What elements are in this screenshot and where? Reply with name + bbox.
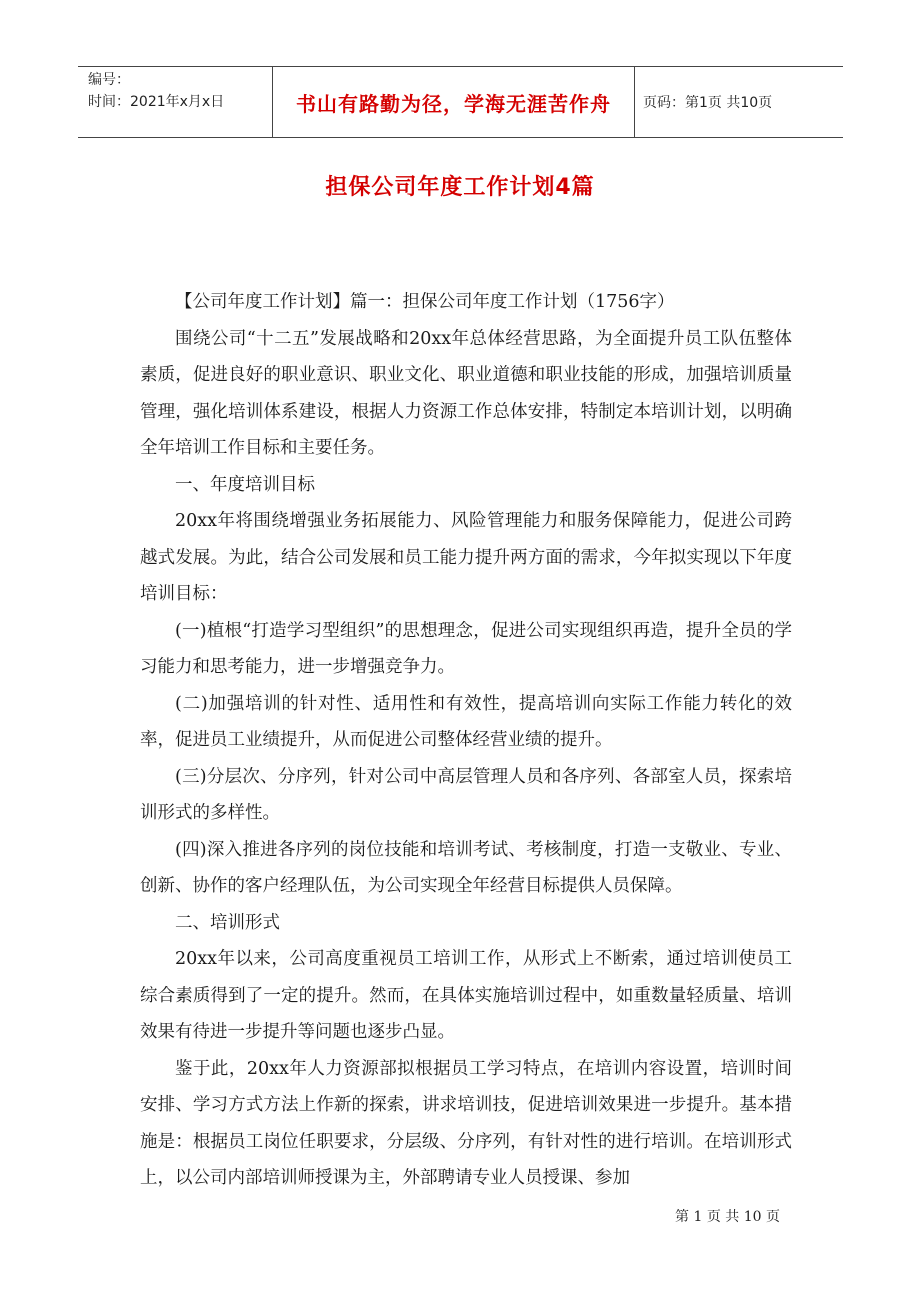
header-motto-cell <box>273 67 635 137</box>
date-text: 时间：2021年x月x日 <box>88 94 225 110</box>
paragraph: (二)加强培训的针对性、适用性和有效性，提高培训向实际工作能力转化的效率，促进员工业绩提升，从而促进公司整体经营业绩的提升。 <box>140 693 792 750</box>
header-page-number: 页码：第1页 共10页 <box>643 95 773 111</box>
page-header <box>78 66 843 138</box>
paragraph: (四)深入推进各序列的岗位技能和培训考试、考核制度，打造一支敬业、专业、创新、协作的客户经理队伍，为公司实现全年经营目标提供人员保障。 <box>140 839 792 896</box>
page-footer: 第 1 页 共 10 页 <box>675 1209 780 1225</box>
paragraph-intro-heading: 【公司年度工作计划】篇一：担保公司年度工作计划（1756字） <box>175 292 675 312</box>
paragraph: (三)分层次、分序列，针对公司中高层管理人员和各序列、各部室人员，探索培训形式的多样性。 <box>140 766 792 823</box>
serial-number-label: 编号： <box>88 72 130 88</box>
header-page-cell <box>635 67 843 137</box>
section-heading-1: 一、年度培训目标 <box>175 474 315 495</box>
motto-text: 书山有路勤为径，学海无涯苦作舟 <box>296 91 611 116</box>
header-meta-cell <box>78 67 273 137</box>
section-heading-2: 二、培训形式 <box>175 912 280 933</box>
document-body <box>140 284 792 1197</box>
paragraph: (一)植根“打造学习型组织”的思想理念，促进公司实现组织再造，提升全员的学习能力和思考能力，进一步增强竞争力。 <box>140 620 792 677</box>
document-title: 担保公司年度工作计划4篇 <box>325 175 595 200</box>
paragraph: 鉴于此，20xx年人力资源部拟根据员工学习特点，在培训内容设置，培训时间安排、学习方式方法上作新的探索，讲求培训技，促进培训效果进一步提升。基本措施是：根据员工岗位任职要求，分层级、分序列，有针对性的进行培训。在培训形式上，以公司内部培训师授课为主，外部聘请专业人员授课、参加 <box>140 1058 792 1188</box>
paragraph: 20xx年将围绕增强业务拓展能力、风险管理能力和服务保障能力，促进公司跨越式发展。为此，结合公司发展和员工能力提升两方面的需求，今年拟实现以下年度培训目标： <box>140 511 792 604</box>
paragraph: 围绕公司“十二五”发展战略和20xx年总体经营思路，为全面提升员工队伍整体素质，促进良好的职业意识、职业文化、职业道德和职业技能的形成，加强培训质量管理，强化培训体系建设，根据人力资源工作总体安排，特制定本培训计划，以明确全年培训工作目标和主要任务。 <box>140 328 792 458</box>
paragraph: 20xx年以来，公司高度重视员工培训工作，从形式上不断索，通过培训使员工综合素质得到了一定的提升。然而，在具体实施培训过程中，如重数量轻质量、培训效果有待进一步提升等问题也逐步凸显。 <box>140 949 792 1042</box>
